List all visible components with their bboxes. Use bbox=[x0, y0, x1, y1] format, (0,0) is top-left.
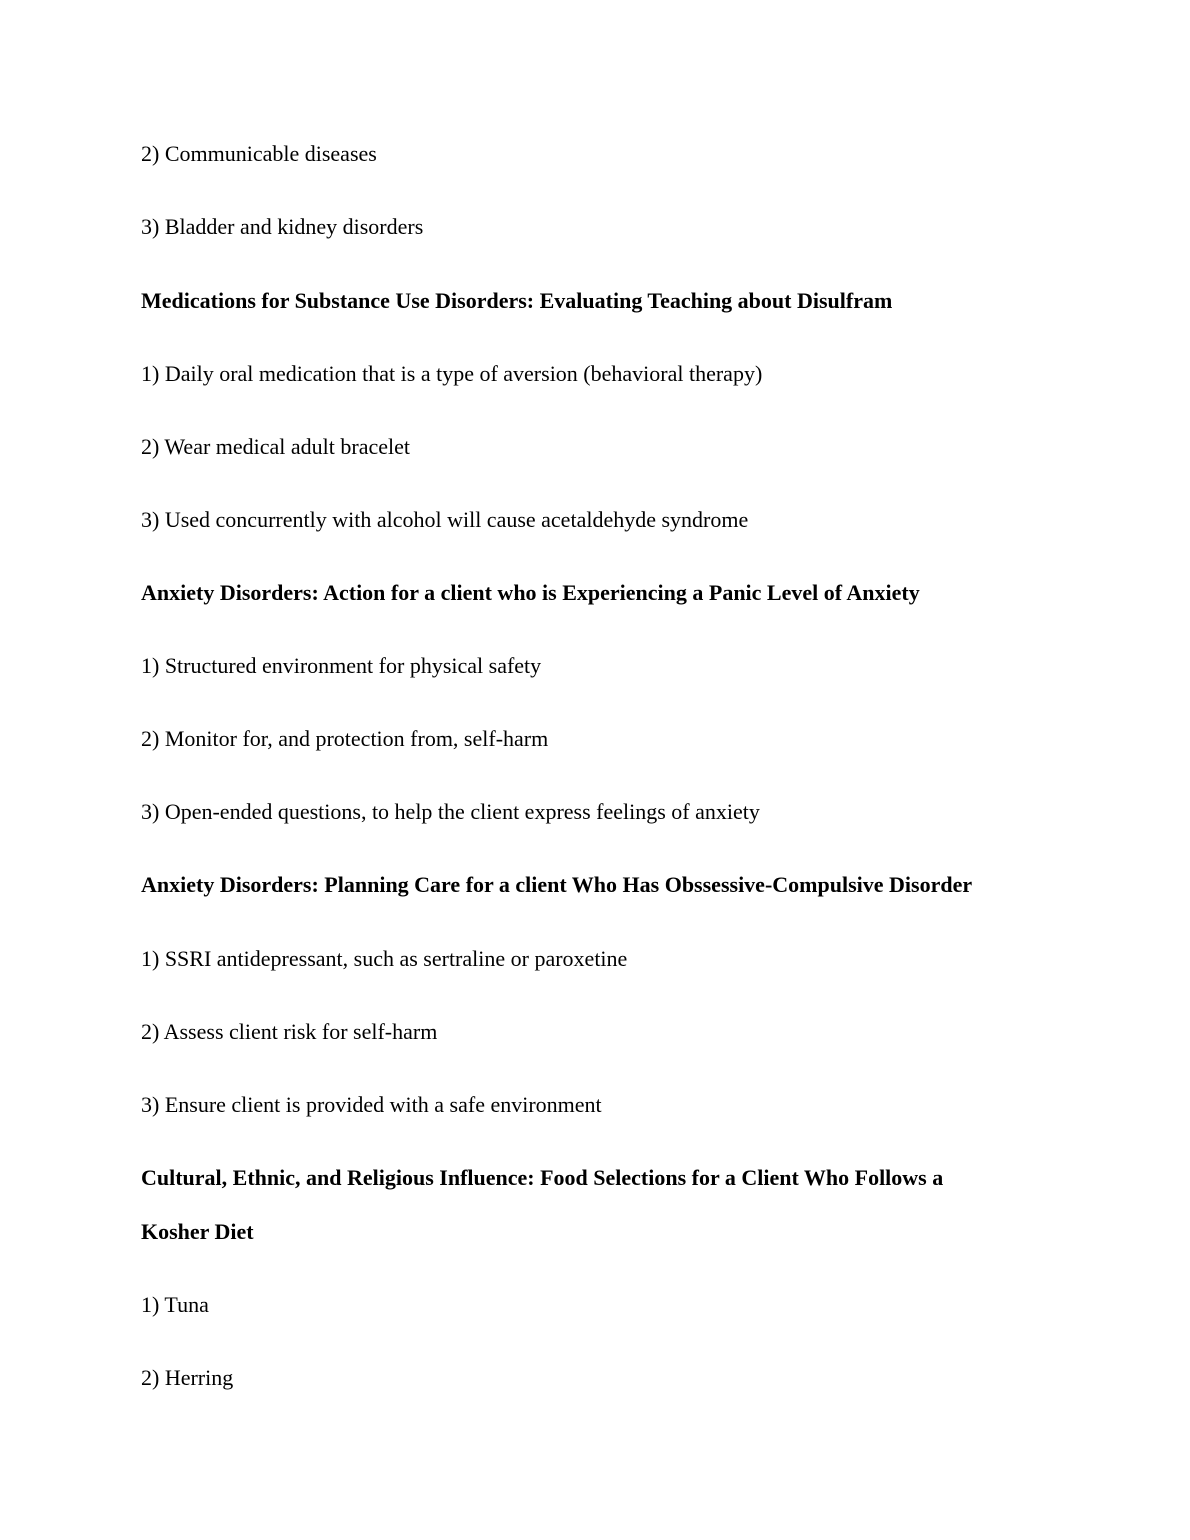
list-item: 2) Monitor for, and protection from, self-harm bbox=[141, 726, 549, 751]
list-item: 1) SSRI antidepressant, such as sertraline or paroxetine bbox=[141, 946, 628, 971]
list-item: 3) Ensure client is provided with a safe environment bbox=[141, 1092, 602, 1117]
list-item: 3) Bladder and kidney disorders bbox=[141, 214, 424, 239]
list-item: 3) Open-ended questions, to help the client express feelings of anxiety bbox=[141, 799, 760, 824]
list-item: 1) Daily oral medication that is a type of aversion (behavioral therapy) bbox=[141, 361, 763, 386]
section-heading: Anxiety Disorders: Action for a client who is Experiencing a Panic Level of Anxiety bbox=[141, 580, 920, 605]
list-item: 2) Herring bbox=[141, 1365, 234, 1390]
list-item: 3) Used concurrently with alcohol will cause acetaldehyde syndrome bbox=[141, 507, 749, 532]
list-item: 1) Tuna bbox=[141, 1292, 209, 1317]
list-item: 2) Communicable diseases bbox=[141, 141, 377, 166]
list-item: 1) Structured environment for physical safety bbox=[141, 653, 542, 678]
list-item: 2) Wear medical adult bracelet bbox=[141, 434, 411, 459]
section-heading: Medications for Substance Use Disorders: Evaluating Teaching about Disulfram bbox=[141, 288, 893, 313]
section-heading: Cultural, Ethnic, and Religious Influence: Food Selections for a Client Who Follows a bbox=[141, 1165, 944, 1190]
section-heading: Kosher Diet bbox=[141, 1219, 254, 1244]
list-item: 2) Assess client risk for self-harm bbox=[141, 1019, 438, 1044]
section-heading: Anxiety Disorders: Planning Care for a client Who Has Obssessive-Compulsive Disorder bbox=[141, 872, 973, 897]
